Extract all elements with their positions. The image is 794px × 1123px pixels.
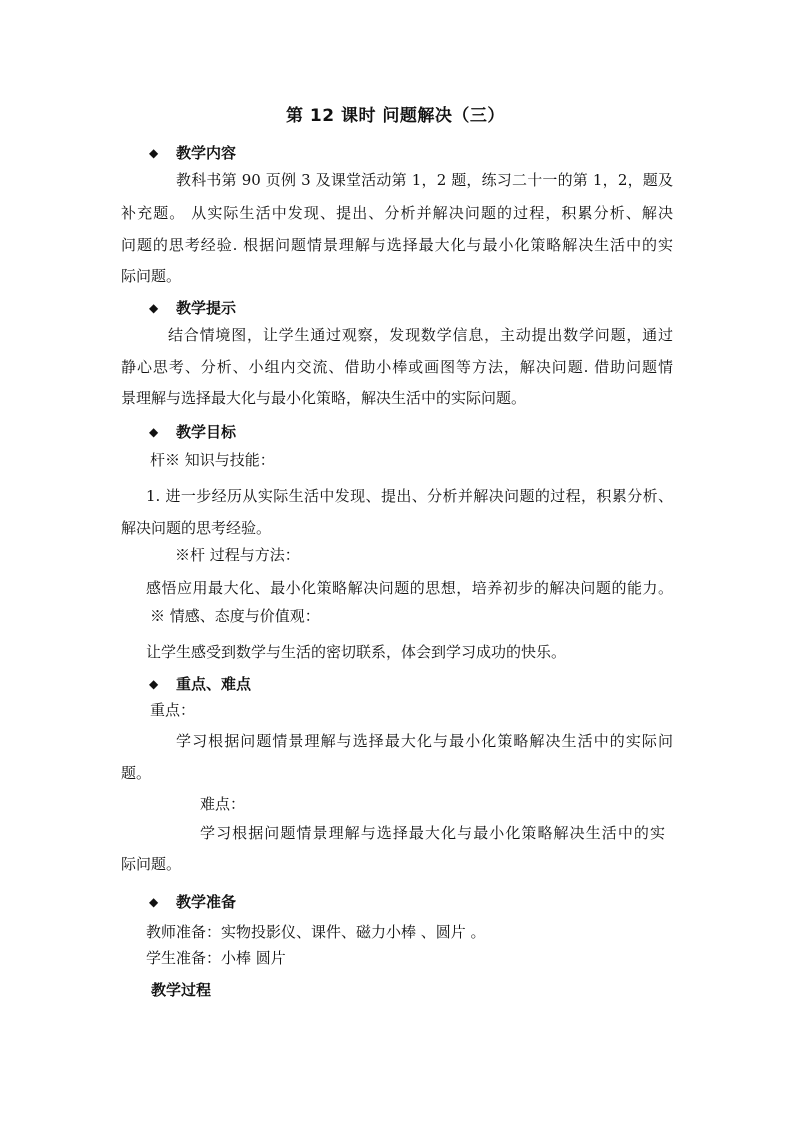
section-heading-goals: 教学目标 — [176, 423, 237, 441]
bullet-icon: ◆ — [149, 895, 159, 909]
bullet-icon: ◆ — [149, 146, 159, 160]
tips-line: 景理解与选择最大化与最小化策略，解决生活中的实际问题。 — [121, 389, 527, 407]
content-line: 际问题。 — [121, 267, 182, 285]
bullet-icon: ◆ — [149, 301, 159, 315]
section-heading-content: 教学内容 — [176, 144, 237, 162]
tips-line: 静心思考、分析、小组内交流、借助小棒或画图等方法，解决问题. 借助问题情 — [121, 358, 673, 376]
goal-process-label: ※杆 过程与方法： — [175, 546, 300, 564]
page-title: 第 12 课时 问题解决（三） — [286, 106, 505, 126]
goal-emotion-label: ※ 情感、态度与价值观： — [150, 607, 320, 625]
section-heading-process: 教学过程 — [151, 981, 212, 999]
content-line: 补充题。 从实际生活中发现、提出、分析并解决问题的过程，积累分析、解决 — [121, 204, 673, 222]
difficult-label: 难点： — [200, 795, 246, 813]
section-heading-tips: 教学提示 — [176, 299, 237, 317]
goal-knowledge-line: 1. 进一步经历从实际生活中发现、提出、分析并解决问题的过程，积累分析、 — [146, 487, 673, 505]
tips-line: 结合情境图，让学生通过观察，发现数学信息，主动提出数学问题，通过 — [168, 326, 673, 344]
bullet-icon: ◆ — [149, 425, 159, 439]
student-preparation: 学生准备：小棒 圆片 — [146, 949, 286, 967]
section-heading-key-points: 重点、难点 — [176, 675, 252, 693]
content-line: 教科书第 90 页例 3 及课堂活动第 1，2 题，练习二十一的第 1，2，题及 — [176, 171, 673, 189]
key-line: 学习根据问题情景理解与选择最大化与最小化策略解决生活中的实际问 — [176, 732, 673, 750]
goal-emotion-text: 让学生感受到数学与生活的密切联系，体会到学习成功的快乐。 — [146, 643, 567, 661]
content-line: 问题的思考经验. 根据问题情景理解与选择最大化与最小化策略解决生活中的实 — [121, 236, 673, 254]
goal-knowledge-label: 杆※ 知识与技能： — [150, 451, 275, 469]
key-label: 重点： — [150, 701, 196, 719]
bullet-icon: ◆ — [149, 677, 159, 691]
teacher-preparation: 教师准备：实物投影仪、课件、磁力小棒 、圆片 。 — [146, 923, 486, 941]
section-heading-preparation: 教学准备 — [176, 893, 237, 911]
goal-knowledge-line: 解决问题的思考经验。 — [121, 519, 272, 537]
difficult-line: 际问题。 — [121, 855, 182, 873]
goal-process-text: 感悟应用最大化、最小化策略解决问题的思想，培养初步的解决问题的能力。 — [146, 579, 673, 597]
key-line: 题。 — [121, 764, 152, 782]
difficult-line: 学习根据问题情景理解与选择最大化与最小化策略解决生活中的实 — [200, 824, 665, 842]
